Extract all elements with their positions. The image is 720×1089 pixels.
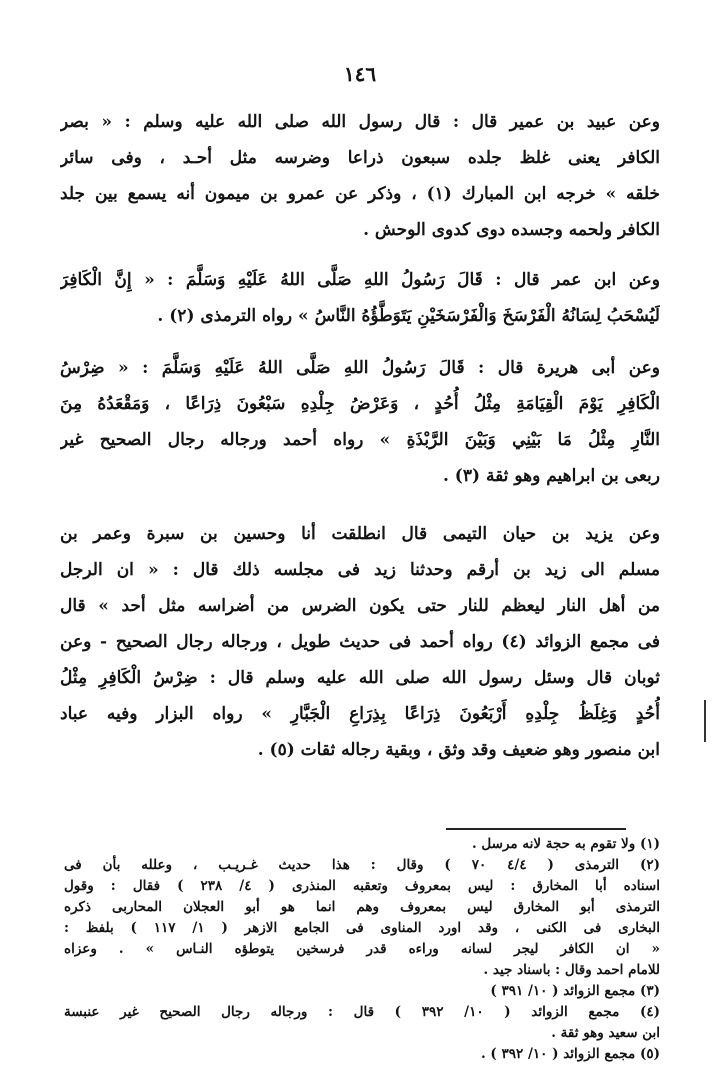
paragraph-yazid-ibn-hayyan [60, 516, 660, 768]
page-number: ١٤٦ [343, 62, 377, 86]
text-line: مسلم الى زيد بن أرقم وحدثنا زيد فى مجلسه ذلك قال : « ان الرجل [60, 560, 660, 580]
text-line: الْكَافِرِ يَوْمَ الْقِيَامَةِ مِثْلُ أُحُدٍ ، وَعَرْضُ جِلْدِهِ سَبْعُونَ ذِرَاعًا ، وَمَقْعَدُهُ مِنَ [60, 394, 660, 414]
paragraph-ubayd-ibn-umayr [60, 104, 660, 248]
footnote-line: (٤) مجمع الزوائد ( ١٠/ ٣٩٢ ) قال : ورجاله رجال الصحيح غير عنبسة [64, 1004, 660, 1020]
text-line: فى مجمع الزوائد (٤) رواه أحمد فى حديث طويل ، ورجاله رجال الصحيح - وعن [60, 632, 660, 652]
footnote-line: الترمذى أبو المخارق ليس بمعروف وهم انما هو أبو العجلان المحاربى ذكره [64, 899, 660, 915]
paragraph-ibn-umar [60, 262, 660, 334]
footnote-divider [446, 828, 626, 830]
text-line: لَيُسْحَبُ لِسَانُهُ الْفَرْسَخَ وَالْفَرْسَخَيْنِ يَتَوَطَّؤُهُ النَّاسُ » رواه الترمذى (٢) . [157, 306, 660, 326]
text-line: خلقه » خرجه ابن المبارك (١) ، وذكر عن عمرو بن ميمون أنه يسمع بين جلد [60, 184, 660, 204]
text-line: وعن أبى هريرة قال : قَالَ رَسُولُ اللهِ صَلَّى اللهُ عَلَيْهِ وَسَلَّمَ : « ضِرْسُ [60, 358, 660, 378]
footnote-line: (١) ولا تقوم به حجة لانه مرسل . [472, 836, 660, 852]
text-line: ربعى بن ابراهيم وهو ثقة (٣) . [442, 466, 660, 486]
paragraph-spacer [60, 494, 660, 516]
paragraph-abu-hurayra [60, 350, 660, 494]
text-line: من أهل النار ليعظم للنار حتى يكون الضرس من أضراسه مثل أحد » قال [60, 596, 660, 616]
text-line: أُحُدٍ وَغِلَظُ جِلْدِهِ أَرْبَعُونَ ذِرَاعًا بِذِرَاعِ الْجَبَّارِ » رواه البزار وفيه عباد [60, 704, 660, 724]
footnotes [64, 834, 660, 1065]
text-line: ثوبان قال وسئل رسول الله صلى الله عليه وسلم قال : ضِرْسُ الْكَافِرِ مِثْلُ [60, 668, 660, 688]
footnote-line: (٢) الترمذى ( ٤/٤ ٧٠ ) وقال : هذا حديث غـريـب ، وعلله بأن فى [64, 857, 660, 873]
margin-mark [704, 700, 706, 742]
paragraph-spacer [60, 334, 660, 350]
text-line: الكافر يعنى غلظ جلده سبعون ذراعا وضرسه مثل أحـد ، وفى سائر [60, 148, 660, 168]
text-line: الكافر ولحمه وجسده دوى كدوى الوحش . [363, 220, 660, 240]
footnote-line: البخارى فى الكنى ، وقد اورد المناوى فى الجامع الازهر ( ١/ ١١٧ ) بلفظ : [64, 920, 660, 936]
footnote-line: للامام احمد وقال : باسناد جيد . [483, 962, 660, 978]
text-line: وعن عبيد بن عمير قال : قال رسول الله صلى الله عليه وسلم : « بصر [60, 112, 660, 132]
footnote-line: « ان الكافر ليجر لسانه وراءه قدر فرسخين يتوطؤه النـاس » . وعزاه [64, 941, 660, 957]
text-line: وعن يزيد بن حيان التيمى قال انطلقت أنا وحسين بن سبرة وعمر بن [60, 524, 660, 544]
text-line: ابن منصور وهو ضعيف وقد وثق ، وبقية رجاله ثقات (٥) . [257, 740, 660, 760]
footnote-line: ابن سعيد وهو ثقة . [551, 1025, 660, 1041]
main-text [60, 104, 660, 768]
footnote-line: (٥) مجمع الزوائد ( ١٠/ ٣٩٢ ) . [480, 1046, 660, 1062]
paragraph-spacer [60, 248, 660, 262]
text-line: وعن ابن عمر قال : قَالَ رَسُولُ اللهِ صَلَّى اللهُ عَلَيْهِ وَسَلَّمَ : « إِنَّ الْكَافِرَ [60, 270, 660, 290]
text-line: النَّارِ مِثْلُ مَا بَيْنِي وَبَيْنَ الرَّبْذَةِ » رواه أحمد ورجاله رجال الصحيح غير [60, 430, 660, 450]
footnote-line: (٣) مجمع الزوائد ( ١٠/ ٣٩١ ) [490, 983, 660, 999]
footnote-line: اسناده أبا المخارق : ليس بمعروف وتعقبه المنذرى ( ٤/ ٢٣٨ ) فقال : وقول [64, 878, 660, 894]
